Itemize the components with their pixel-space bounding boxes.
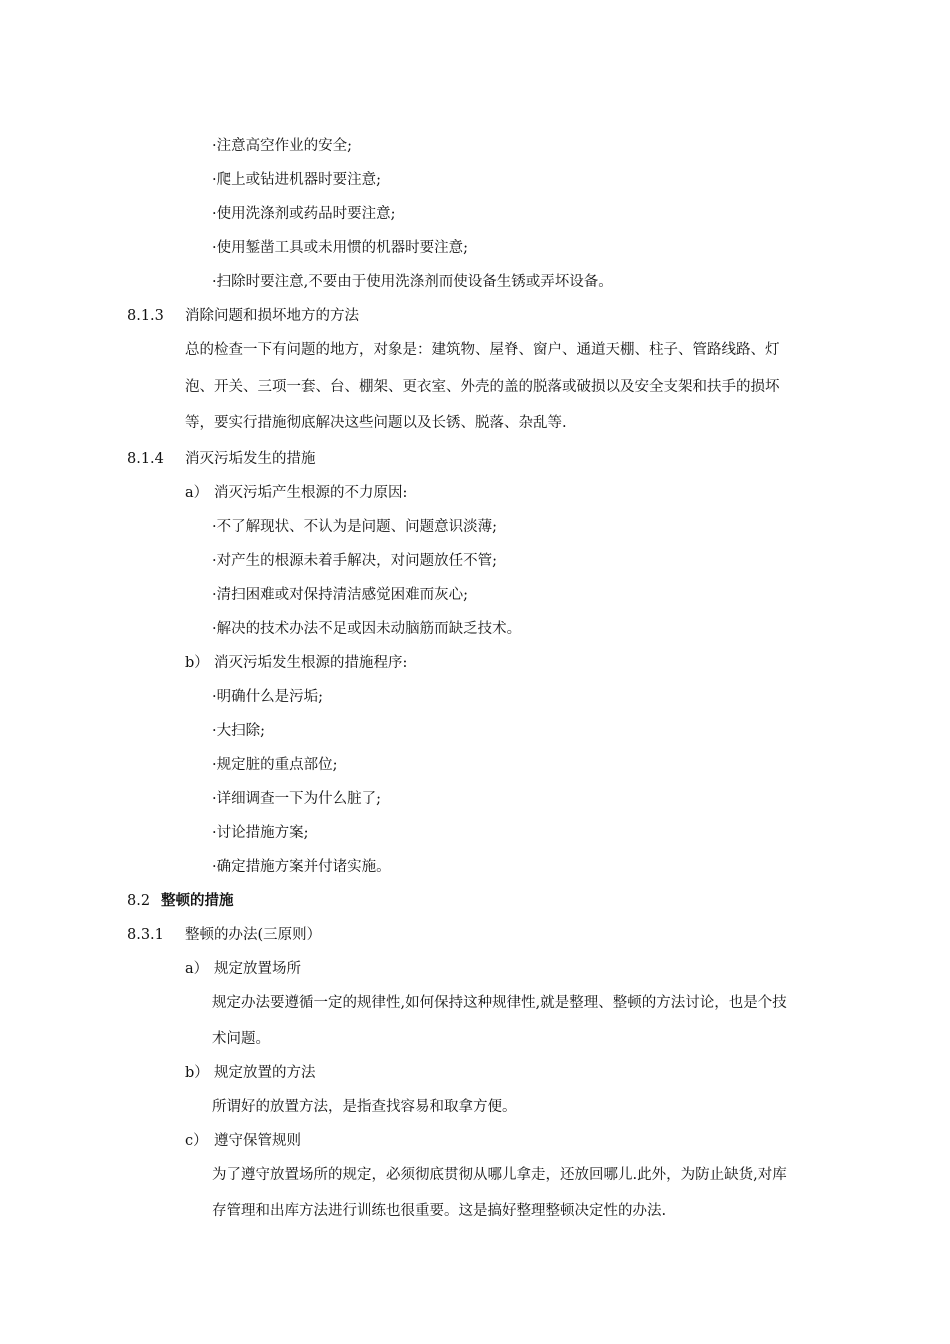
list-marker: a）: [185, 961, 209, 977]
section-number: 8.3.1: [127, 927, 164, 943]
bullet-item: ·使用洗涤剂或药品时要注意;: [212, 206, 396, 222]
subsection-title: 规定放置场所: [214, 961, 301, 977]
subsection-title: 消灭污垢发生根源的措施程序:: [214, 655, 408, 671]
bullet-item: ·注意高空作业的安全;: [212, 138, 352, 154]
list-marker: c）: [185, 1133, 208, 1149]
section-heading-8-1-3: [127, 306, 359, 326]
section-number: 8.2: [127, 893, 151, 909]
subsection-a: [185, 959, 301, 979]
bullet-item: ·解决的技术办法不足或因未动脑筋而缺乏技术。: [212, 621, 522, 637]
paragraph-line: 规定办法要遵循一定的规律性,如何保持这种规律性,就是整理、整顿的方法讨论，也是个技: [212, 995, 787, 1011]
bullet-item: ·大扫除;: [212, 723, 265, 739]
section-heading-8-3-1: [127, 925, 321, 945]
section-number: 8.1.3: [127, 308, 164, 324]
bullet-item: ·扫除时要注意,不要由于使用洗涤剂而使设备生锈或弄坏设备。: [212, 274, 613, 290]
bullet-item: ·对产生的根源未着手解决，对问题放任不管;: [212, 553, 497, 569]
subsection-a: [185, 483, 407, 503]
bullet-item: ·讨论措施方案;: [212, 825, 309, 841]
list-marker: b）: [185, 1065, 209, 1081]
subsection-c: [185, 1131, 301, 1151]
subsection-b: [185, 653, 407, 673]
subsection-b: [185, 1063, 316, 1083]
section-heading-8-2: [127, 891, 234, 911]
bullet-item: ·详细调查一下为什么脏了;: [212, 791, 381, 807]
bullet-item: ·爬上或钻进机器时要注意;: [212, 172, 381, 188]
section-title: 消除问题和损坏地方的方法: [185, 308, 359, 324]
list-marker: a）: [185, 485, 209, 501]
subsection-title: 遵守保管规则: [214, 1133, 301, 1149]
subsection-title: 规定放置的方法: [214, 1065, 316, 1081]
bullet-item: ·不了解现状、不认为是问题、问题意识淡薄;: [212, 519, 497, 535]
bullet-item: ·清扫困难或对保持清洁感觉困难而灰心;: [212, 587, 468, 603]
bullet-item: ·规定脏的重点部位;: [212, 757, 338, 773]
section-title: 整顿的办法(三原则）: [185, 927, 322, 943]
paragraph-line: 泡、开关、三项一套、台、棚架、更衣室、外壳的盖的脱落或破损以及安全支架和扶手的损坏: [185, 379, 780, 395]
paragraph-line: 等，要实行措施彻底解决这些问题以及长锈、脱落、杂乱等.: [185, 415, 567, 431]
paragraph-line: 为了遵守放置场所的规定，必须彻底贯彻从哪儿拿走，还放回哪儿.此外，为防止缺货,对库: [212, 1167, 787, 1183]
paragraph-line: 所谓好的放置方法，是指查找容易和取拿方便。: [212, 1099, 517, 1115]
paragraph-line: 总的检查一下有问题的地方，对象是：建筑物、屋脊、窗户、通道天棚、柱子、管路线路、灯: [185, 342, 780, 358]
paragraph-line: 存管理和出库方法进行训练也很重要。这是搞好整理整顿决定性的办法.: [212, 1203, 667, 1219]
bullet-item: ·确定措施方案并付诸实施。: [212, 859, 391, 875]
bullet-item: ·使用錾凿工具或未用惯的机器时要注意;: [212, 240, 468, 256]
bullet-item: ·明确什么是污垢;: [212, 689, 323, 705]
paragraph-line: 术问题。: [212, 1031, 270, 1047]
section-title: 消灭污垢发生的措施: [185, 451, 316, 467]
subsection-title: 消灭污垢产生根源的不力原因:: [214, 485, 408, 501]
section-title: 整顿的措施: [161, 892, 234, 909]
list-marker: b）: [185, 655, 209, 671]
section-heading-8-1-4: [127, 449, 316, 469]
section-number: 8.1.4: [127, 451, 164, 467]
